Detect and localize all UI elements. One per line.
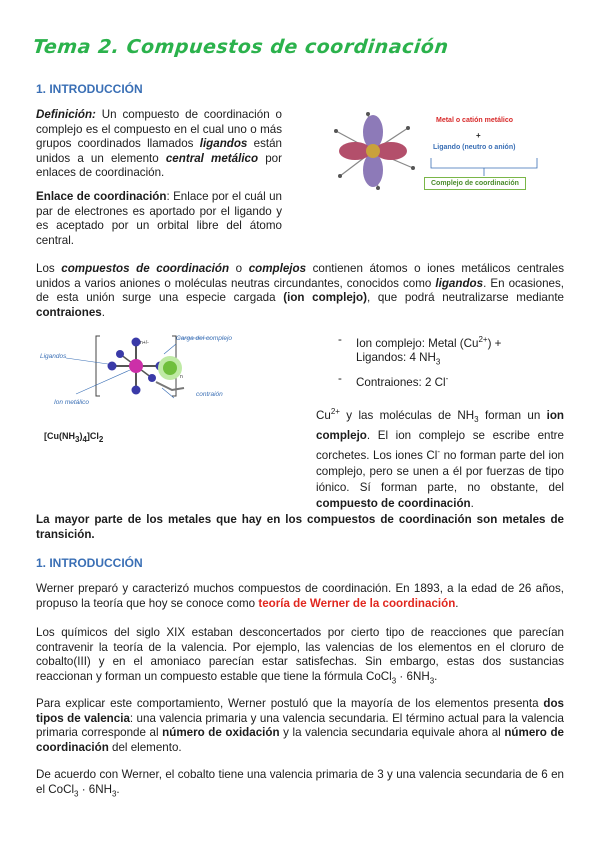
- werner-paragraph-2: Los químicos del siglo XIX estaban desconcertados por cierto tipo de reacciones que parecían contravenir la teoría de la valencia. Por ejemplo, las valencias de los elementos en el cloruro de cobalto(III) y en el amoniaco parecían estar satisfechas. Sin embargo, estas dos sustancias reaccionan y forman un compuesto estable que tiene la fórmula CoCl$_3$ · $6NH_3$.: [36, 626, 564, 686]
- molecule-3d-illustration: [318, 106, 428, 196]
- ion-metalico-label: Ion metálico: [54, 399, 90, 406]
- complejo-box: Complejo de coordinación: [424, 177, 526, 190]
- intro-paragraph: Los compuestos de coordinación o complejos contienen átomos o iones metálicos centrales unidos a varios aniones o moléculas neutras circundantes, conocidos como ligandos. En ocasiones, de esta unión surge una especie cargada (ion complejo), que podrá neutralizarse mediante contraiones.: [36, 262, 564, 319]
- werner-paragraph-4: De acuerdo con Werner, el cobalto tiene una valencia primaria de 3 y una valencia secundaria de 6 en el CoCl$_3$ · $6NH_3$.: [36, 768, 564, 798]
- bullet-ion-complejo: - Ion complejo: Metal $(Cu^{2+})$ + Ligandos: 4 $NH_3$: [338, 333, 502, 367]
- bullet-contraiones: - Contraiones: 2 Cl-: [338, 372, 449, 389]
- bold-note: La mayor parte de los metales que hay en los compuestos de coordinación son metales de transición.: [36, 513, 564, 541]
- definition-term: Definición:: [36, 108, 96, 121]
- contraion-label: contraión: [196, 391, 223, 398]
- cu-paragraph: $Cu^{2+}$ y las moléculas de $NH_3$ forman un ion complejo. El ion complejo se escribe entre corchetes. Los iones Cl- no forman parte del ion complejo, pero se unen a él por fuerzas de tipo iónico. Sí forman parte, no obstante, del compuesto de coordinación.: [316, 407, 564, 511]
- ligandos-label: Ligandos: [40, 353, 67, 360]
- enlace-paragraph: Enlace de coordinación: Enlace por el cuál un par de electrones es aportado por el ligando y es aceptado por un orbital libre del átomo central.: [36, 190, 282, 247]
- werner-paragraph-1: Werner preparó y caracterizó muchos compuestos de coordinación. En 1893, a la edad de 26 años, propuso la teoría que hoy se conoce como teoría de Werner de la coordinación.: [36, 582, 564, 610]
- metal-label: Metal o catión metálico: [436, 117, 514, 124]
- enlace-term: Enlace de coordinación: [36, 190, 167, 203]
- section-heading: 1. INTRODUCCIÓN: [36, 82, 143, 96]
- ligando-label: Ligando (neutro o anión): [433, 144, 516, 151]
- complex-diagram: [36, 330, 286, 410]
- werner-paragraph-3: Para explicar este comportamiento, Werner postuló que la mayoría de los elementos presenta dos tipos de valencia: una valencia primaria y una valencia secundaria. El término actual para la valencia primaria corresponde al número de oxidación y la valencia secundaria equivale ahora al número de coordinación del elemento.: [36, 697, 564, 754]
- carga-label: Carga del complejo: [176, 335, 233, 342]
- n-label: n: [180, 374, 183, 380]
- complex-formula: $[Cu(NH_3)_4]Cl_2$: [44, 431, 104, 444]
- plus-sign: +: [476, 131, 481, 140]
- section-heading-2: 1. INTRODUCCIÓN: [36, 556, 143, 570]
- charge-label: n+/-: [140, 340, 149, 346]
- page-title: Tema 2. Compuestos de coordinación: [31, 36, 450, 58]
- definition-paragraph: Definición: Un compuesto de coordinación o complejo es el compuesto en el cual uno o más grupos coordinados llamados ligandos están unidos a un elemento central metálico por enlaces de coordinación.: [36, 108, 282, 180]
